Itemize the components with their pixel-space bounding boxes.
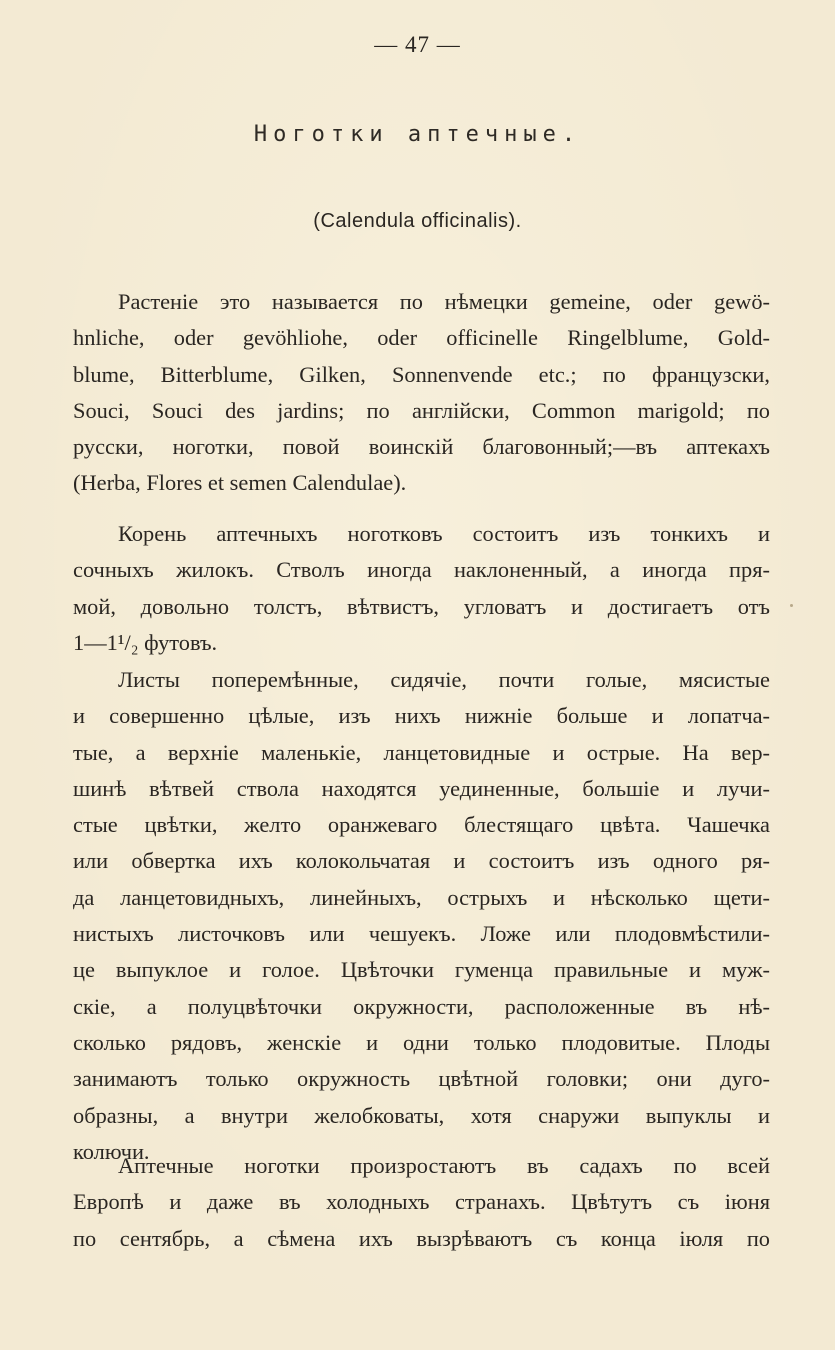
text-line: Европѣ и даже въ холодныхъ странахъ. Цвѣтутъ съ іюня: [73, 1189, 770, 1215]
text-line: по сентябрь, а сѣмена ихъ вызрѣваютъ съ конца іюля по: [73, 1225, 770, 1251]
text-line: (Herba, Flores et semen Calendulae).: [73, 470, 407, 496]
page-title: Ноготки аптечные.: [253, 122, 582, 147]
text-line: мой, довольно толстъ, вѣтвистъ, угловатъ и достигаетъ отъ: [73, 593, 770, 619]
paragraph-names: [73, 284, 770, 502]
text-line: тые, а верхніе маленькіе, ланцетовидные и острые. На вер-: [73, 739, 770, 765]
text-line: Souci, Souci des jardins; по англійски, Common marigold; по: [73, 397, 770, 423]
text-line: blume, Bitterblume, Gilken, Sonnenvende etc.; по французски,: [73, 361, 770, 387]
text-line: Аптечные ноготки произростаютъ въ садахъ по всей: [118, 1153, 770, 1178]
text-line: Корень аптечныхъ ноготковъ состоитъ изъ тонкихъ и: [118, 521, 770, 546]
text-line: hnliche, oder gevöhliohe, oder officinelle Ringelblume, Gold-: [73, 325, 770, 351]
text-line: да ланцетовидныхъ, линейныхъ, острыхъ и нѣсколько щети-: [73, 884, 770, 910]
paragraph-habitat: [73, 1148, 770, 1257]
text-line: нистыхъ листочковъ или чешуекъ. Ложе или плодовмѣстили-: [73, 921, 770, 947]
page-number: — 47 —: [374, 32, 461, 57]
text-line: Растеніе это называется по нѣмецки gemeine, oder gewö-: [118, 289, 770, 314]
text-line: стые цвѣтки, желто оранжеваго блестящаго цвѣта. Чашечка: [73, 812, 770, 838]
paragraph-root-stem: [73, 516, 770, 661]
latin-name: (Calendula officinalis).: [313, 210, 522, 232]
text-line: занимаютъ только окружность цвѣтной головки; они дуго-: [73, 1066, 770, 1092]
text-line: образны, а внутри желобковаты, хотя снаружи выпуклы и: [73, 1102, 770, 1128]
text-line: Листы поперемѣнные, сидячіе, почти голые, мясистые: [118, 667, 770, 692]
text-line: це выпуклое и голое. Цвѣточки гуменца правильные и муж-: [73, 957, 770, 983]
text-line: и совершенно цѣлые, изъ нихъ нижніе больше и лопатча-: [73, 703, 770, 729]
text-line: сколько рядовъ, женскіе и одни только плодовитые. Плоды: [73, 1029, 770, 1055]
paragraph-leaves-flowers: [73, 662, 770, 1170]
text-line: шинѣ вѣтвей ствола находятся уединенные, большіе и лучи-: [73, 775, 770, 801]
text-line: сочныхъ жилокъ. Стволъ иногда наклоненный, а иногда пря-: [73, 557, 770, 583]
text-line: или обвертка ихъ колокольчатая и состоитъ изъ одного ря-: [73, 848, 770, 874]
text-line: колючи.: [73, 1138, 150, 1164]
text-line: скіе, а полуцвѣточки окружности, расположенные въ нѣ-: [73, 993, 770, 1019]
text-line: русски, ноготки, повой воинскій благовонный;—въ аптекахъ: [73, 434, 770, 460]
paper-speck: [790, 604, 793, 607]
text-line: 1—1¹/₂ футовъ.: [73, 629, 218, 655]
